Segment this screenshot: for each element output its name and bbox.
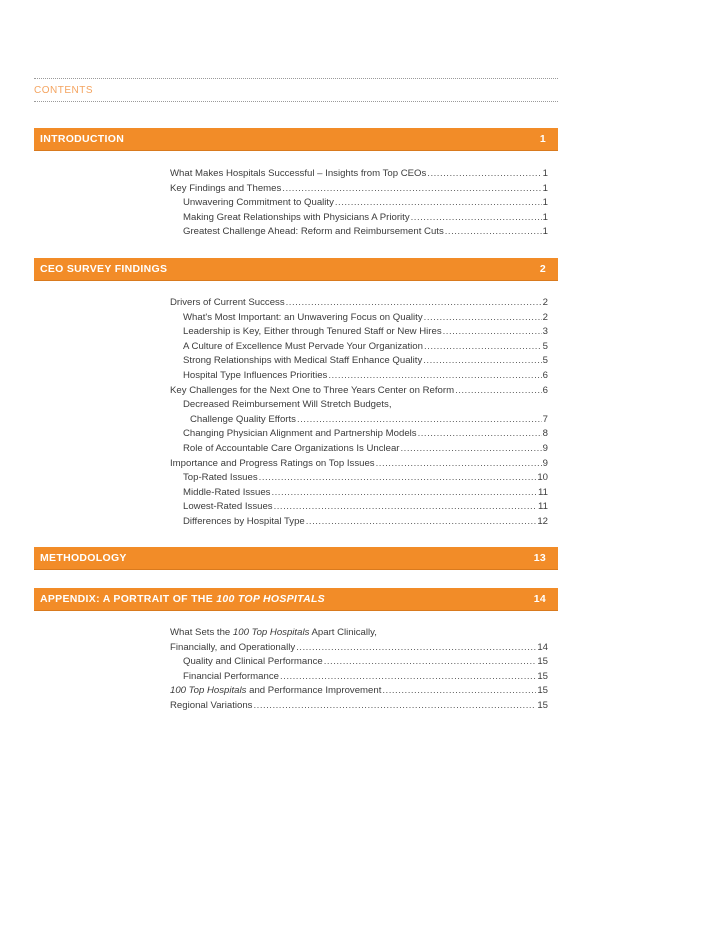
toc-entry-text: Unwavering Commitment to Quality bbox=[183, 197, 334, 209]
toc-entry-text: Strong Relationships with Medical Staff Enhance Quality bbox=[183, 355, 423, 367]
toc-entry-page: 9 bbox=[542, 442, 548, 454]
leader-dots bbox=[296, 641, 536, 656]
section-page-number: 14 bbox=[533, 593, 546, 605]
toc-entry[interactable] bbox=[170, 325, 548, 340]
toc-list-ceo-survey-findings bbox=[170, 296, 548, 530]
toc-entry-page: 14 bbox=[537, 641, 548, 653]
toc-entry[interactable] bbox=[170, 398, 548, 413]
leader-dots bbox=[259, 471, 537, 486]
section-page-number: 13 bbox=[533, 552, 546, 564]
leader-dots bbox=[280, 670, 536, 685]
toc-entry[interactable] bbox=[170, 684, 548, 699]
leader-dots bbox=[271, 486, 537, 501]
leader-dots bbox=[274, 500, 537, 515]
toc-entry-text-suffix: and Performance Improvement bbox=[246, 685, 382, 697]
leader-dots bbox=[306, 515, 537, 530]
contents-divider bbox=[34, 101, 558, 102]
toc-entry[interactable] bbox=[170, 515, 548, 530]
leader-dots bbox=[424, 340, 542, 355]
toc-entry-text: Role of Accountable Care Organizations Is Unclear bbox=[183, 442, 400, 454]
toc-entry-text: Importance and Progress Ratings on Top Issues bbox=[170, 457, 375, 469]
toc-entry[interactable] bbox=[170, 167, 548, 182]
toc-entry-text: Differences by Hospital Type bbox=[183, 515, 305, 527]
toc-entry-text-italic: 100 Top Hospitals bbox=[232, 627, 310, 638]
toc-entry[interactable] bbox=[170, 311, 548, 326]
toc-entry-page: 15 bbox=[537, 670, 548, 682]
toc-entry-text: Hospital Type Influences Priorities bbox=[183, 369, 328, 381]
leader-dots bbox=[282, 182, 541, 197]
section-title: INTRODUCTION bbox=[40, 133, 125, 145]
toc-entry-text: Quality and Clinical Performance bbox=[183, 656, 323, 668]
toc-entry[interactable] bbox=[170, 225, 548, 240]
toc-entry-text: Greatest Challenge Ahead: Reform and Reimbursement Cuts bbox=[183, 226, 444, 238]
toc-entry-text: Top-Rated Issues bbox=[183, 472, 258, 484]
toc-entry-page: 8 bbox=[542, 428, 548, 440]
toc-entry-text: Regional Variations bbox=[170, 699, 253, 711]
leader-dots bbox=[328, 369, 541, 384]
section-title bbox=[40, 593, 325, 605]
toc-entry-text: Making Great Relationships with Physicians A Priority bbox=[183, 211, 410, 223]
leader-dots bbox=[424, 311, 542, 326]
contents-heading: CONTENTS bbox=[34, 85, 93, 96]
toc-entry-text: Lowest-Rated Issues bbox=[183, 501, 273, 513]
toc-entry-text: Challenge Quality Efforts bbox=[190, 413, 296, 425]
toc-entry-page: 1 bbox=[542, 182, 548, 194]
leader-dots bbox=[297, 413, 542, 428]
toc-entry-page: 5 bbox=[542, 355, 548, 367]
toc-entry-text bbox=[170, 684, 381, 699]
toc-entry-text: Financial Performance bbox=[183, 670, 279, 682]
toc-entry[interactable] bbox=[170, 641, 548, 656]
toc-entry-page: 2 bbox=[542, 311, 548, 323]
toc-entry-page: 5 bbox=[542, 340, 548, 352]
toc-entry[interactable] bbox=[170, 369, 548, 384]
toc-list-appendix bbox=[170, 626, 548, 714]
toc-entry-page: 10 bbox=[537, 472, 548, 484]
toc-entry-page: 1 bbox=[542, 168, 548, 179]
toc-entry[interactable] bbox=[170, 457, 548, 472]
toc-entry-page: 1 bbox=[542, 197, 548, 209]
toc-entry-text: Leadership is Key, Either through Tenured Staff or New Hires bbox=[183, 326, 442, 338]
toc-entry-page: 15 bbox=[537, 699, 548, 711]
toc-entry[interactable] bbox=[170, 340, 548, 355]
toc-entry[interactable] bbox=[170, 670, 548, 685]
toc-entry[interactable] bbox=[170, 655, 548, 670]
toc-entry[interactable] bbox=[170, 626, 548, 641]
leader-dots bbox=[418, 427, 542, 442]
toc-entry-text: Middle-Rated Issues bbox=[183, 486, 271, 498]
toc-entry-page: 6 bbox=[542, 369, 548, 381]
toc-entry[interactable] bbox=[170, 442, 548, 457]
section-title: METHODOLOGY bbox=[40, 552, 127, 564]
toc-entry[interactable] bbox=[170, 182, 548, 197]
section-bar-methodology[interactable] bbox=[34, 546, 558, 569]
leader-dots bbox=[335, 196, 542, 211]
leader-dots bbox=[411, 211, 542, 226]
toc-entry[interactable] bbox=[170, 296, 548, 311]
leader-dots bbox=[376, 457, 542, 472]
toc-entry-page: 11 bbox=[538, 486, 548, 498]
toc-entry-page: 9 bbox=[542, 457, 548, 469]
leader-dots bbox=[443, 325, 542, 340]
leader-dots bbox=[445, 225, 542, 240]
leader-dots bbox=[324, 655, 537, 670]
toc-entry-page: 1 bbox=[542, 226, 548, 238]
leader-dots bbox=[401, 442, 542, 457]
toc-entry-text-prefix: What Sets the bbox=[170, 627, 233, 638]
leader-dots bbox=[253, 699, 536, 714]
section-page-number: 2 bbox=[539, 263, 546, 275]
toc-entry-text: A Culture of Excellence Must Pervade Your Organization bbox=[183, 340, 423, 352]
section-page-number: 1 bbox=[539, 133, 546, 145]
leader-dots bbox=[455, 384, 542, 399]
toc-entry-text: Decreased Reimbursement Will Stretch Budgets, bbox=[183, 399, 392, 411]
toc-entry-page: 1 bbox=[542, 211, 548, 223]
section-bar-ceo-survey-findings[interactable] bbox=[34, 257, 558, 280]
toc-entry-page: 2 bbox=[542, 297, 548, 308]
toc-entry[interactable] bbox=[170, 500, 548, 515]
section-title-prefix: APPENDIX: A PORTRAIT OF THE bbox=[40, 593, 217, 605]
toc-entry-text: Key Challenges for the Next One to Three Years Center on Reform bbox=[170, 384, 455, 396]
toc-entry[interactable] bbox=[170, 471, 548, 486]
leader-dots bbox=[382, 684, 536, 699]
toc-entry[interactable] bbox=[170, 699, 548, 714]
section-bar-introduction[interactable] bbox=[34, 127, 558, 150]
toc-entry-text bbox=[170, 626, 377, 641]
toc-list-introduction bbox=[170, 167, 548, 240]
toc-entry-page: 15 bbox=[537, 656, 548, 668]
toc-entry-page: 3 bbox=[542, 326, 548, 338]
toc-entry-page: 6 bbox=[542, 384, 548, 396]
section-bar-appendix[interactable] bbox=[34, 587, 558, 610]
leader-dots bbox=[286, 296, 542, 311]
toc-entry-page: 15 bbox=[537, 685, 548, 697]
toc-entry[interactable] bbox=[170, 486, 548, 501]
leader-dots bbox=[423, 354, 541, 369]
toc-entry-page: 12 bbox=[537, 515, 548, 527]
toc-entry-text-suffix: Apart Clinically, bbox=[309, 627, 377, 638]
toc-entry[interactable] bbox=[170, 354, 548, 369]
toc-entry-page: 11 bbox=[538, 501, 548, 513]
section-title-italic: 100 TOP HOSPITALS bbox=[216, 593, 325, 605]
toc-entry[interactable] bbox=[170, 427, 548, 442]
section-title: CEO SURVEY FINDINGS bbox=[40, 263, 168, 275]
toc-entry-text: What Makes Hospitals Successful – Insights from Top CEOs bbox=[170, 168, 427, 179]
toc-entry-text-italic: 100 Top Hospitals bbox=[170, 685, 247, 697]
toc-entry-text: Drivers of Current Success bbox=[170, 297, 285, 308]
top-divider bbox=[34, 78, 558, 79]
toc-entry[interactable] bbox=[170, 384, 548, 399]
toc-entry[interactable] bbox=[170, 196, 548, 211]
toc-entry-text: Key Findings and Themes bbox=[170, 182, 282, 194]
toc-entry-text: Changing Physician Alignment and Partnership Models bbox=[183, 428, 417, 440]
toc-entry-text: What's Most Important: an Unwavering Focus on Quality bbox=[183, 311, 423, 323]
toc-entry-text: Financially, and Operationally bbox=[170, 641, 296, 653]
toc-entry[interactable] bbox=[170, 211, 548, 226]
toc-entry[interactable] bbox=[170, 413, 548, 428]
toc-entry-page: 7 bbox=[542, 413, 548, 425]
leader-dots bbox=[427, 167, 541, 182]
